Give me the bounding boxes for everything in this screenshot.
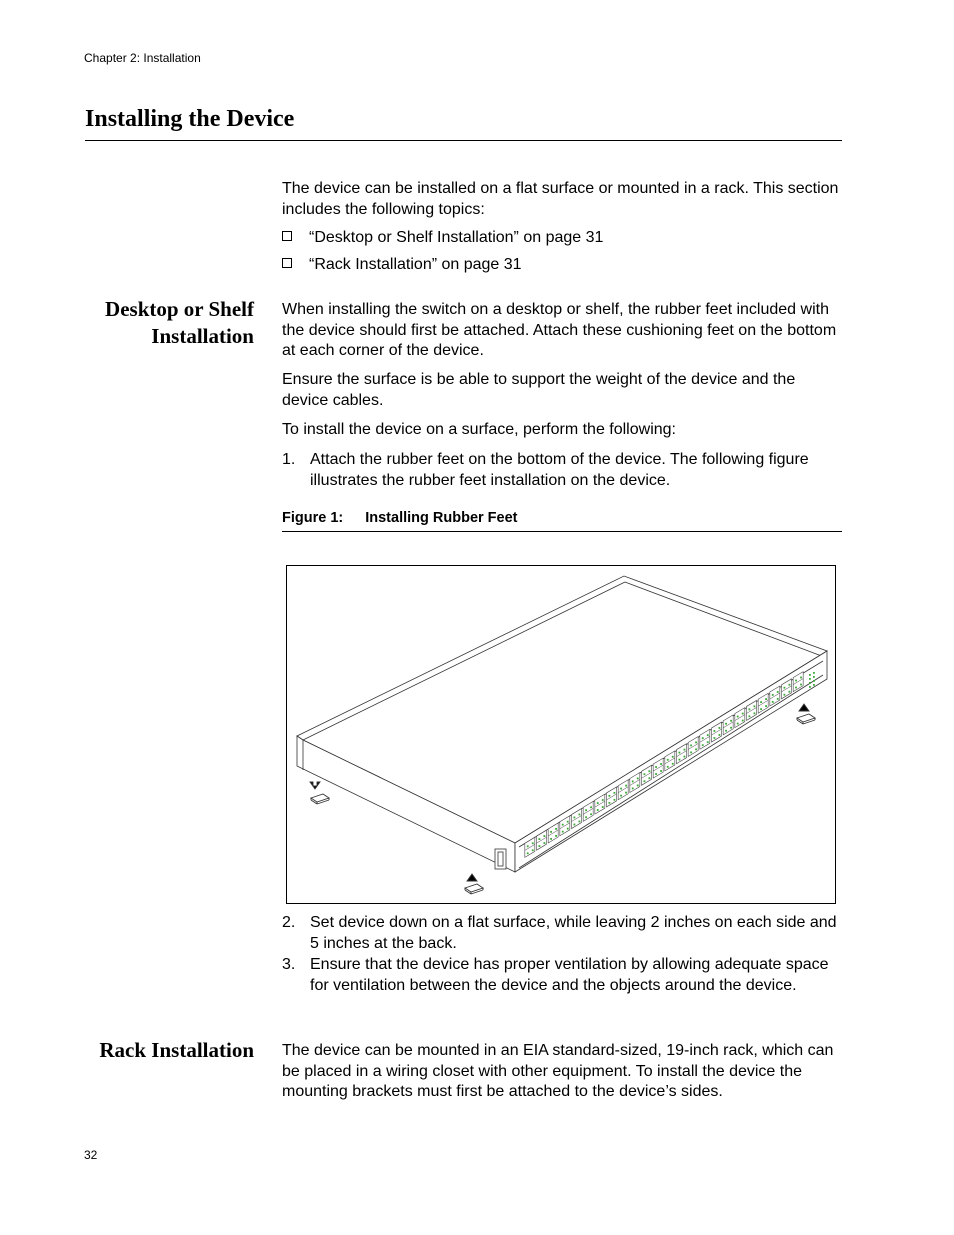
port-led	[754, 705, 756, 707]
port-led	[567, 828, 569, 830]
arrow-up-icon	[799, 704, 809, 711]
status-led	[813, 672, 815, 674]
port-led	[602, 806, 604, 808]
port-led	[597, 802, 599, 804]
port-led	[632, 788, 634, 790]
step-item	[282, 955, 842, 996]
port-led	[544, 842, 546, 844]
port-led	[695, 748, 697, 750]
port-led	[795, 687, 797, 689]
port-led	[620, 795, 622, 797]
port-led	[789, 684, 791, 686]
port-led	[795, 680, 797, 682]
port-led	[567, 821, 569, 823]
port-led	[637, 778, 639, 780]
port-led	[765, 705, 767, 707]
port-led	[539, 838, 541, 840]
port-led	[714, 730, 716, 732]
port-led	[609, 795, 611, 797]
port-led	[579, 821, 581, 823]
title-divider	[85, 140, 842, 141]
port-led	[760, 708, 762, 710]
port-led	[784, 694, 786, 696]
port-led	[714, 737, 716, 739]
rubber-foot-front-right	[797, 704, 815, 724]
port-led	[749, 708, 751, 710]
port-led	[707, 741, 709, 743]
port-led	[532, 842, 534, 844]
port-led	[784, 687, 786, 689]
port-led	[707, 734, 709, 736]
bullet-box-icon	[282, 231, 292, 241]
port-led	[632, 781, 634, 783]
port-led	[655, 773, 657, 775]
port-led	[672, 763, 674, 765]
port-led	[614, 799, 616, 801]
port-led	[702, 744, 704, 746]
status-led	[813, 676, 815, 678]
port-led	[684, 756, 686, 758]
port-led	[679, 752, 681, 754]
status-led	[809, 686, 811, 688]
port-led	[625, 792, 627, 794]
rubber-foot-front-left	[465, 874, 483, 894]
port-led	[725, 730, 727, 732]
arrow-up-icon	[467, 874, 477, 881]
port-led	[749, 715, 751, 717]
port-led	[725, 723, 727, 725]
port-led	[742, 720, 744, 722]
port-led	[562, 831, 564, 833]
port-led	[602, 799, 604, 801]
port-led	[737, 716, 739, 718]
rubber-feet-figure	[286, 565, 836, 904]
intro-paragraph: The device can be installed on a flat surface or mounted in a rack. This section includes the following topics:	[282, 180, 839, 218]
desktop-heading-line1: Desktop or Shelf	[105, 297, 254, 321]
port-led	[760, 701, 762, 703]
port-led	[690, 751, 692, 753]
running-header: Chapter 2: Installation	[84, 51, 201, 65]
port-led	[555, 835, 557, 837]
rack-heading: Rack Installation	[99, 1038, 254, 1062]
port-led	[772, 701, 774, 703]
bullet-box-icon	[282, 258, 292, 268]
rack-paragraph: The device can be mounted in an EIA standard-sized, 19-inch rack, which can be placed in a wiring closet with other equipment. To install the device the mounting brackets must first be attached to the device’s sides.	[282, 1042, 834, 1101]
topic-link-rack[interactable]: “Rack Installation” on page 31	[309, 256, 522, 273]
figure-title: Installing Rubber Feet	[365, 510, 518, 526]
port-led	[644, 780, 646, 782]
port-led	[539, 845, 541, 847]
port-led	[789, 691, 791, 693]
port-led	[585, 816, 587, 818]
step-number: 1.	[282, 451, 296, 468]
port-led	[672, 756, 674, 758]
section-title: Installing the Device	[85, 106, 295, 132]
port-led	[579, 814, 581, 816]
port-led	[644, 773, 646, 775]
port-led	[730, 720, 732, 722]
port-led	[555, 828, 557, 830]
port-led	[550, 838, 552, 840]
status-led	[809, 678, 811, 680]
port-led	[620, 788, 622, 790]
step-item	[282, 913, 842, 954]
status-led	[813, 680, 815, 682]
desktop-heading	[105, 296, 254, 350]
port-led	[609, 802, 611, 804]
desktop-heading-line2: Installation	[151, 324, 254, 348]
port-led	[660, 763, 662, 765]
port-led	[695, 741, 697, 743]
port-led	[585, 809, 587, 811]
port-led	[625, 785, 627, 787]
port-led	[800, 677, 802, 679]
port-led	[544, 835, 546, 837]
port-led	[667, 759, 669, 761]
port-led	[679, 759, 681, 761]
port-led	[655, 766, 657, 768]
port-led	[730, 727, 732, 729]
port-led	[574, 824, 576, 826]
port-led	[777, 691, 779, 693]
port-led	[590, 813, 592, 815]
port-led	[684, 749, 686, 751]
step-number: 3.	[282, 956, 296, 973]
port-led	[550, 831, 552, 833]
step-text: Ensure that the device has proper ventilation by allowing adequate space for ventilation between the device and the objects around the device.	[310, 956, 829, 994]
port-led	[532, 849, 534, 851]
status-led	[809, 674, 811, 676]
port-led	[649, 770, 651, 772]
step-number: 2.	[282, 914, 296, 931]
port-led	[574, 817, 576, 819]
port-led	[667, 766, 669, 768]
port-led	[637, 785, 639, 787]
figure-caption	[282, 510, 518, 526]
status-led	[813, 684, 815, 686]
topic-list-item	[282, 255, 522, 275]
desktop-paragraph-2: Ensure the surface is be able to support the weight of the device and the device cables.	[282, 371, 796, 409]
port-led	[719, 734, 721, 736]
port-led	[590, 806, 592, 808]
port-led	[597, 809, 599, 811]
step-text: Set device down on a flat surface, while leaving 2 inches on each side and 5 inches at the back.	[310, 914, 837, 952]
figure-caption-rule	[282, 531, 842, 532]
port-led	[737, 723, 739, 725]
status-led	[809, 682, 811, 684]
page-number: 32	[84, 1148, 98, 1162]
topic-link-desktop[interactable]: “Desktop or Shelf Installation” on page 31	[309, 229, 604, 246]
port-led	[754, 712, 756, 714]
port-led	[649, 777, 651, 779]
port-led	[800, 684, 802, 686]
port-led	[527, 852, 529, 854]
topic-list-item	[282, 228, 603, 248]
port-led	[690, 744, 692, 746]
desktop-paragraph-3: To install the device on a surface, perform the following:	[282, 421, 676, 438]
port-led	[660, 770, 662, 772]
rubber-foot-left-back	[310, 782, 329, 804]
port-led	[562, 824, 564, 826]
switch-illustration	[287, 566, 837, 905]
step-text: Attach the rubber feet on the bottom of the device. The following figure illustrates the rubber feet installation on the device.	[310, 451, 809, 489]
desktop-paragraph-1: When installing the switch on a desktop or shelf, the rubber feet included with the device should first be attached. Attach these cushioning feet on the bottom at each corner of the device.	[282, 301, 837, 360]
port-led	[614, 792, 616, 794]
port-led	[742, 713, 744, 715]
port-led	[772, 694, 774, 696]
port-led	[702, 737, 704, 739]
port-led	[777, 698, 779, 700]
figure-label: Figure 1:	[282, 510, 344, 526]
port-led	[719, 727, 721, 729]
port-led	[527, 845, 529, 847]
port-led	[765, 698, 767, 700]
step-item	[282, 450, 842, 491]
arrow-up-icon	[310, 782, 320, 789]
